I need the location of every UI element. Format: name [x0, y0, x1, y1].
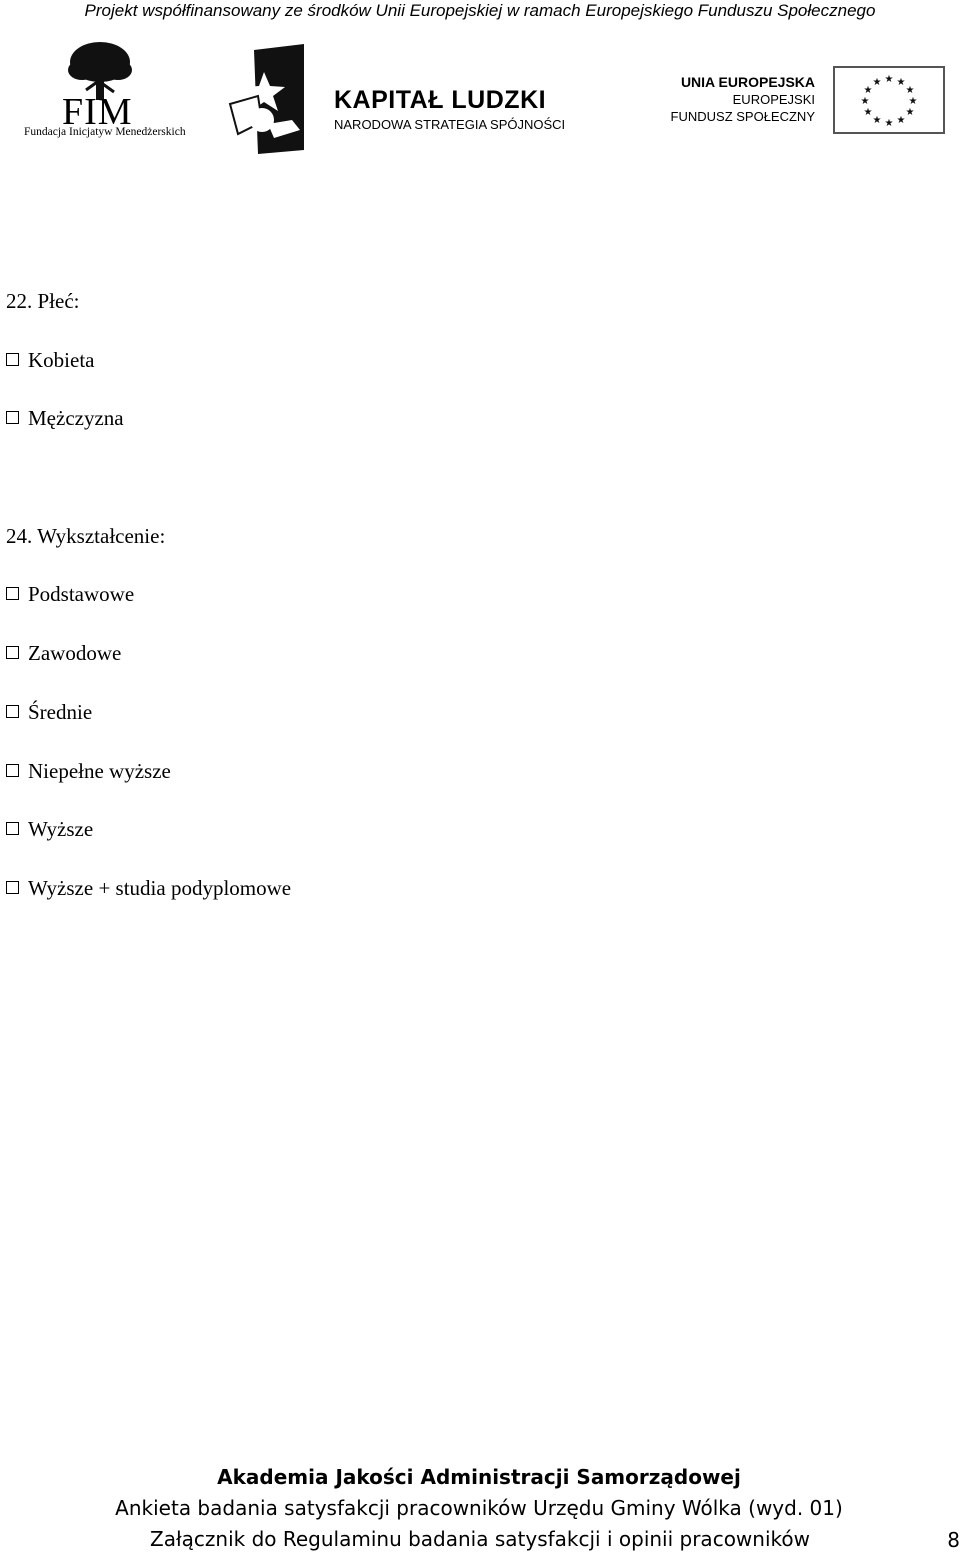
- svg-text:★: ★: [905, 107, 915, 118]
- page-footer-bottom: [0, 1524, 960, 1555]
- question-label: 22. Płeć:: [6, 289, 80, 313]
- question-label: 24. Wykształcenie:: [6, 523, 166, 548]
- svg-text:★: ★: [860, 96, 870, 107]
- fim-wordmark: FIM: [62, 91, 133, 133]
- option-wyzsze[interactable]: [6, 811, 291, 870]
- checkbox-icon[interactable]: [6, 411, 19, 424]
- svg-text:★: ★: [872, 77, 882, 88]
- header-note: Projekt współfinansowany ze środków Unii Europejskiej w ramach Europejskiego Funduszu Społecznego: [84, 1, 876, 20]
- survey-content: [6, 283, 291, 929]
- fim-subtitle: Fundacja Inicjatyw Menedżerskich: [24, 126, 186, 138]
- svg-text:★: ★: [872, 115, 882, 126]
- option-srednie[interactable]: [6, 694, 291, 753]
- footer-line-3: Załącznik do Regulaminu badania satysfakcji i opinii pracowników: [150, 1527, 810, 1551]
- checkbox-icon[interactable]: [6, 353, 19, 366]
- footer-line-2: Ankieta badania satysfakcji pracowników Urzędu Gminy Wólka (wyd. 01): [115, 1496, 843, 1520]
- fim-logo: [22, 40, 192, 140]
- kapital-ludzki-title: KAPITAŁ LUDZKI: [334, 86, 547, 114]
- option-zawodowe[interactable]: [6, 635, 291, 694]
- stars-emblem-icon: [228, 42, 308, 154]
- svg-text:★: ★: [908, 96, 918, 107]
- eu-text: [671, 74, 815, 125]
- option-kobieta[interactable]: [6, 342, 291, 401]
- option-label: Kobieta: [28, 347, 95, 372]
- kapital-ludzki-logo: [228, 42, 598, 154]
- eu-logo: [655, 66, 945, 140]
- option-label: Zawodowe: [28, 641, 122, 666]
- svg-text:★: ★: [884, 74, 894, 85]
- spacer: [6, 459, 291, 518]
- option-label: Podstawowe: [28, 582, 135, 607]
- option-mezczyzna[interactable]: [6, 400, 291, 459]
- eu-line-2: EUROPEJSKI: [732, 92, 815, 107]
- svg-text:★: ★: [884, 118, 894, 129]
- checkbox-icon[interactable]: [6, 646, 19, 659]
- page-number: 8: [947, 1528, 960, 1552]
- checkbox-icon[interactable]: [6, 764, 19, 777]
- logo-row: [0, 38, 960, 158]
- svg-text:★: ★: [905, 85, 915, 96]
- eu-line-3: FUNDUSZ SPOŁECZNY: [670, 109, 815, 124]
- svg-text:★: ★: [896, 77, 906, 88]
- svg-text:★: ★: [896, 115, 906, 126]
- option-label: Wyższe + studia podyplomowe: [28, 875, 292, 900]
- checkbox-icon[interactable]: [6, 822, 19, 835]
- option-label: Wyższe: [28, 817, 94, 842]
- option-wyzsze-podyplomowe[interactable]: [6, 870, 291, 929]
- kapital-ludzki-subtitle: NARODOWA STRATEGIA SPÓJNOŚCI: [334, 117, 566, 132]
- option-label: Mężczyzna: [28, 406, 124, 431]
- option-podstawowe[interactable]: [6, 576, 291, 635]
- svg-text:★: ★: [863, 85, 873, 96]
- svg-text:★: ★: [863, 107, 873, 118]
- eu-flag-icon: [833, 66, 945, 134]
- checkbox-icon[interactable]: [6, 705, 19, 718]
- option-niepelne-wyzsze[interactable]: [6, 753, 291, 812]
- checkbox-icon[interactable]: [6, 881, 19, 894]
- footer-line-1: Akademia Jakości Administracji Samorządowej: [217, 1465, 741, 1489]
- page-footer: [0, 1462, 960, 1524]
- option-label: Niepełne wyższe: [28, 758, 171, 783]
- eu-line-1: UNIA EUROPEJSKA: [680, 74, 815, 90]
- option-label: Średnie: [28, 699, 93, 724]
- checkbox-icon[interactable]: [6, 587, 19, 600]
